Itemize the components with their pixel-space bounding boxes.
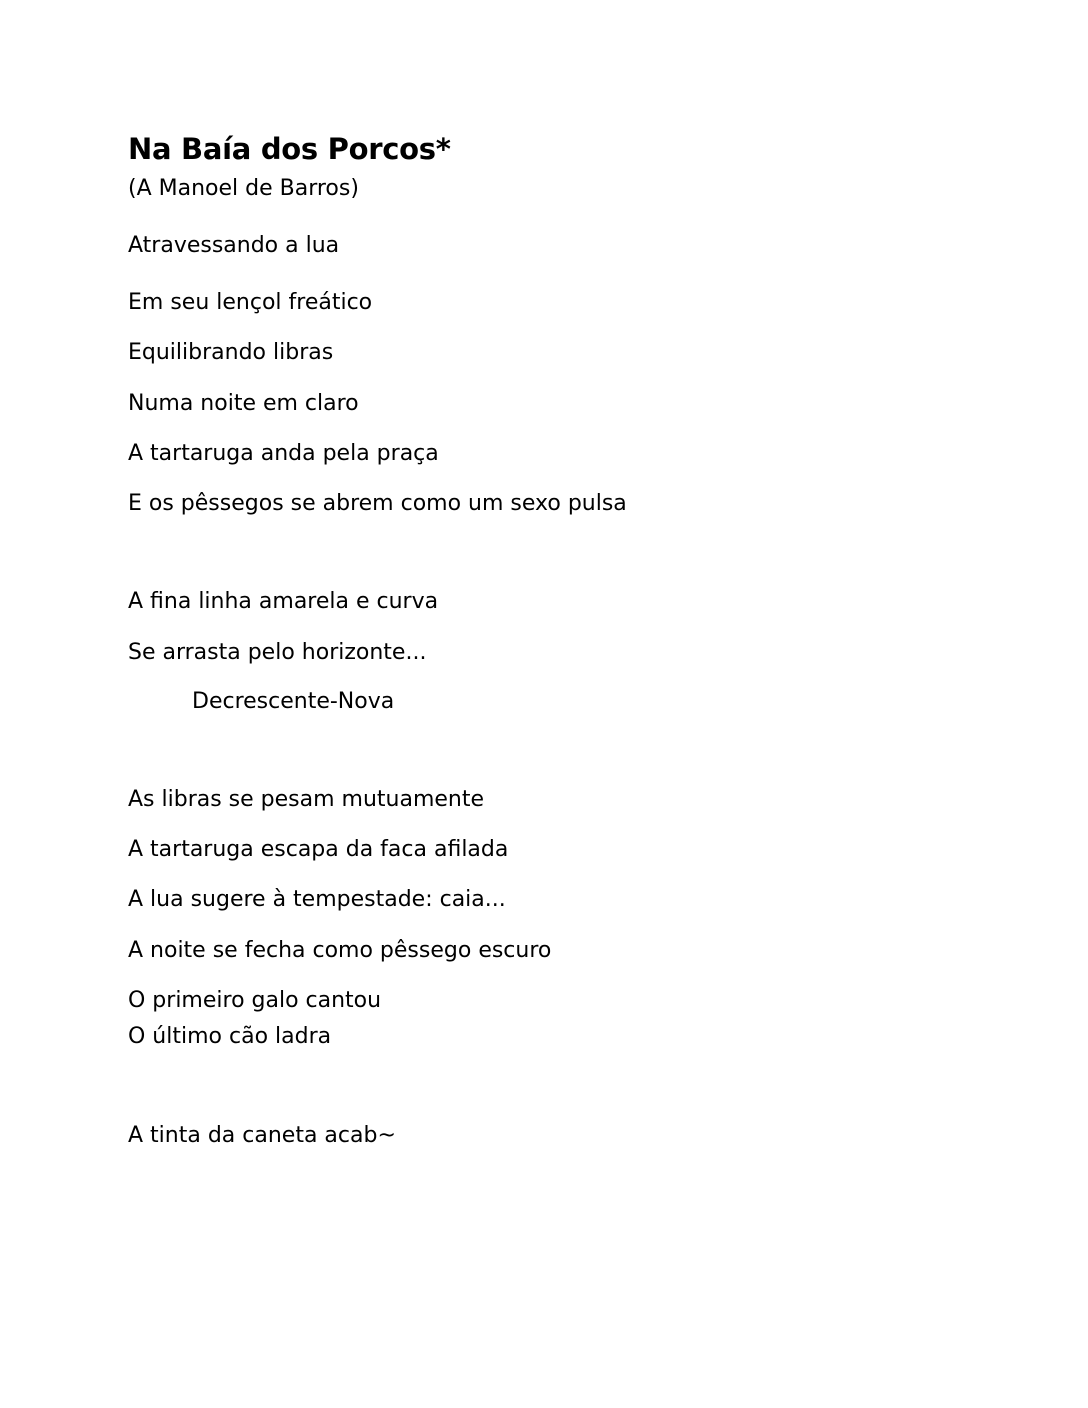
poem-line: O primeiro galo cantou (128, 988, 382, 1013)
poem-line: Equilibrando libras (128, 340, 334, 365)
poem-line: O último cão ladra (128, 1024, 332, 1049)
poem-dedication: (A Manoel de Barros) (128, 176, 359, 201)
poem-line: A tinta da caneta acab~ (128, 1123, 396, 1148)
poem-line: Se arrasta pelo horizonte... (128, 640, 427, 665)
poem-line: A lua sugere à tempestade: caia... (128, 887, 506, 912)
poem-line: Numa noite em claro (128, 391, 359, 416)
poem-line: As libras se pesam mutuamente (128, 787, 485, 812)
poem-line: A fina linha amarela e curva (128, 589, 439, 614)
poem-line: Em seu lençol freático (128, 290, 373, 315)
poem-title: Na Baía dos Porcos* (128, 132, 451, 166)
poem-line-indented: Decrescente-Nova (192, 689, 395, 714)
poem-line: Atravessando a lua (128, 233, 340, 258)
poem-line: A tartaruga escapa da faca afilada (128, 837, 509, 862)
poem-line: A noite se fecha como pêssego escuro (128, 938, 552, 963)
poem-line: A tartaruga anda pela praça (128, 441, 439, 466)
poem-line: E os pêssegos se abrem como um sexo pulsa (128, 491, 627, 516)
